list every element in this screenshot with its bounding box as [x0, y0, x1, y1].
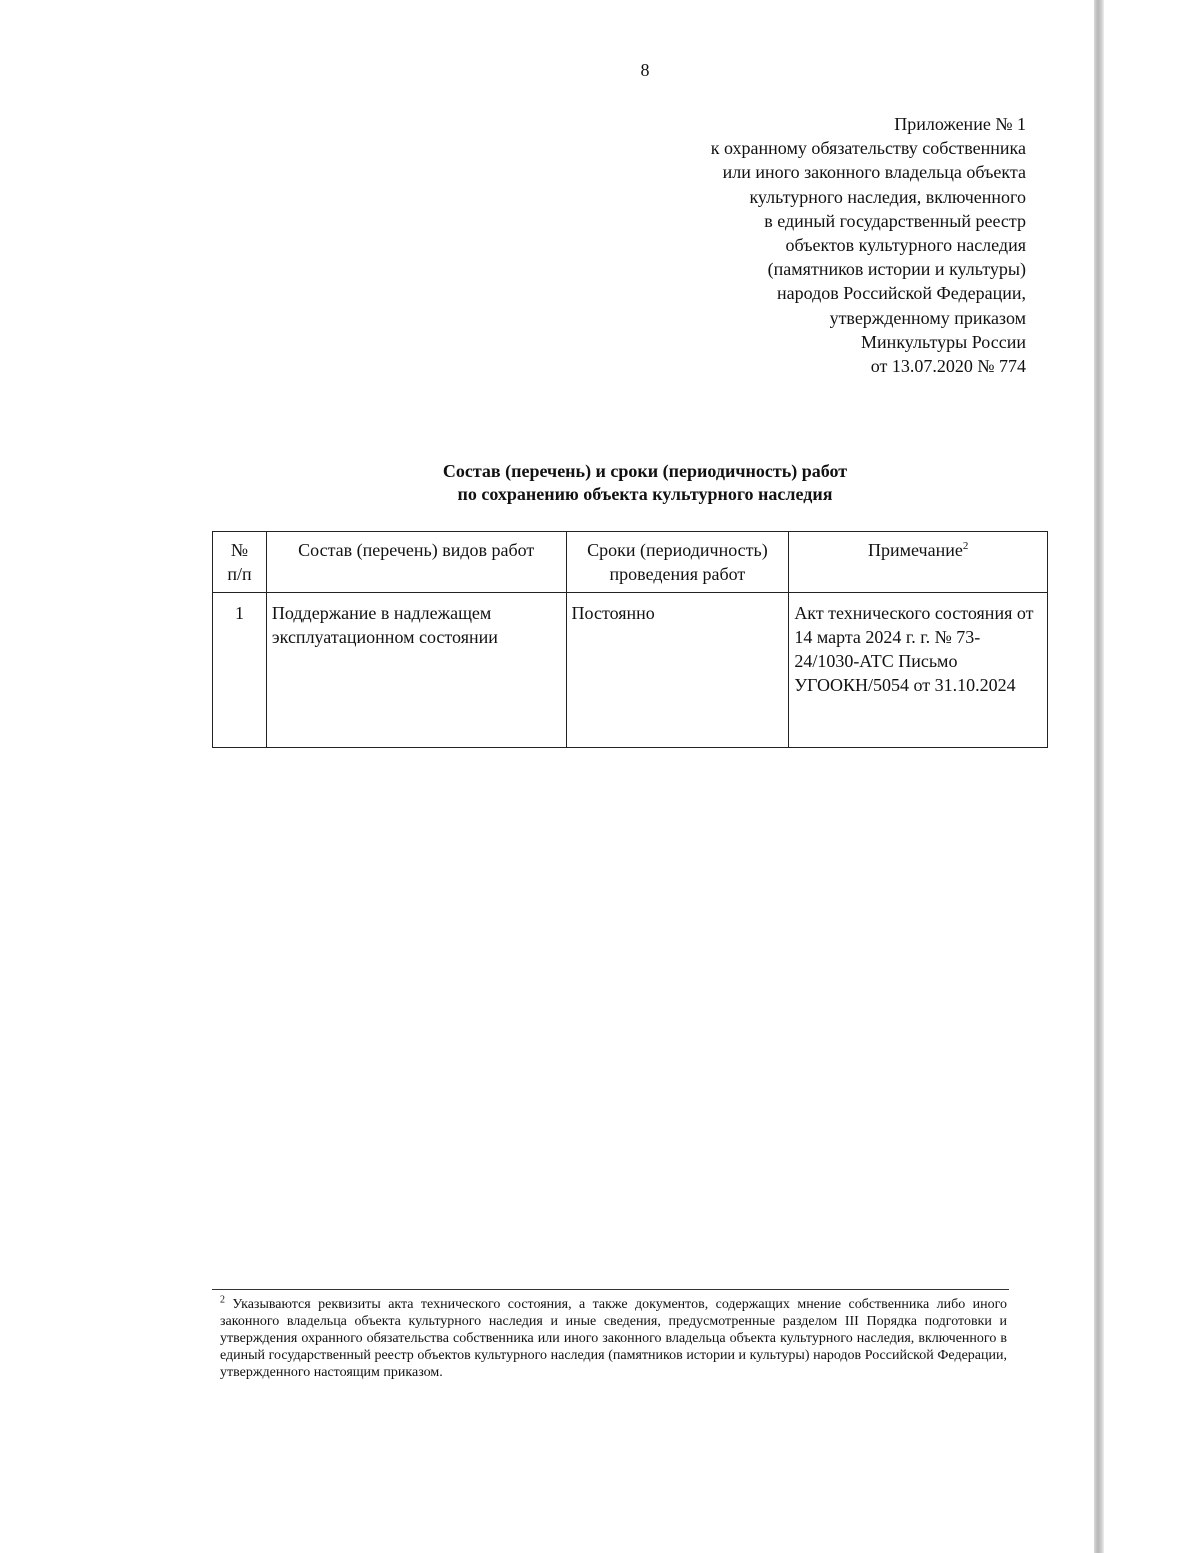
appendix-line: утвержденному приказом: [829, 307, 1026, 328]
cell-number: 1: [213, 593, 267, 748]
header-number-line-1: №: [230, 540, 249, 560]
header-terms: Сроки (периодичность) проведения работ: [566, 532, 789, 593]
appendix-header: [580, 112, 1026, 378]
table-row: [213, 593, 1048, 748]
appendix-line: к охранному обязательству собственника: [710, 138, 1026, 159]
cell-works: Поддержание в надлежащем эксплуатационном состоянии: [266, 593, 566, 748]
appendix-line: или иного законного владельца объекта: [722, 162, 1026, 183]
footnote-text: Указываются реквизиты акта технического состояния, а также документов, содержащих мнение собственника либо иного законного владельца объекта культурного наследия и иные сведения, предусмотренные разделом III Порядка подготовки и утверждения охранного обязательства собственника или иного законного владельца объекта культурного наследия, включенного в единый государственный реестр объектов культурного наследия (памятников истории и культуры) народов Российской Федерации, утвержденного настоящим приказом.: [220, 1297, 1007, 1380]
appendix-line: в единый государственный реестр: [764, 210, 1026, 231]
footnote-separator: [212, 1289, 1009, 1290]
scan-edge-shadow: [1094, 0, 1104, 1553]
footnote-reference: 2: [962, 540, 969, 552]
footnote: [220, 1296, 1007, 1381]
footnote-mark: 2: [220, 1294, 225, 1306]
appendix-line: (памятников истории и культуры): [767, 259, 1026, 280]
appendix-line: объектов культурного наследия: [785, 235, 1026, 256]
cell-note: Акт технического состояния от 14 марта 2024 г. г. № 73-24/1030-АТС Письмо УГООКН/5054 от 31.10.2024: [789, 593, 1048, 748]
header-number-line-2: п/п: [227, 564, 252, 584]
works-table: [212, 531, 1048, 748]
title-line-2: по сохранению объекта культурного наследия: [457, 484, 833, 504]
appendix-line: культурного наследия, включенного: [749, 186, 1026, 207]
appendix-line: народов Российской Федерации,: [777, 283, 1026, 304]
cell-terms: Постоянно: [566, 593, 789, 748]
header-number: [213, 532, 267, 593]
document-title: [300, 460, 990, 506]
header-note-label: Примечание: [867, 540, 963, 560]
appendix-line: Приложение № 1: [894, 114, 1026, 134]
header-note: [789, 532, 1048, 593]
appendix-line: от 13.07.2020 № 774: [870, 356, 1026, 377]
table-header-row: [213, 532, 1048, 593]
appendix-line: Минкультуры России: [861, 331, 1026, 352]
title-line-1: Состав (перечень) и сроки (периодичность) работ: [442, 461, 848, 481]
page-number: 8: [640, 60, 650, 80]
header-works: Состав (перечень) видов работ: [266, 532, 566, 593]
